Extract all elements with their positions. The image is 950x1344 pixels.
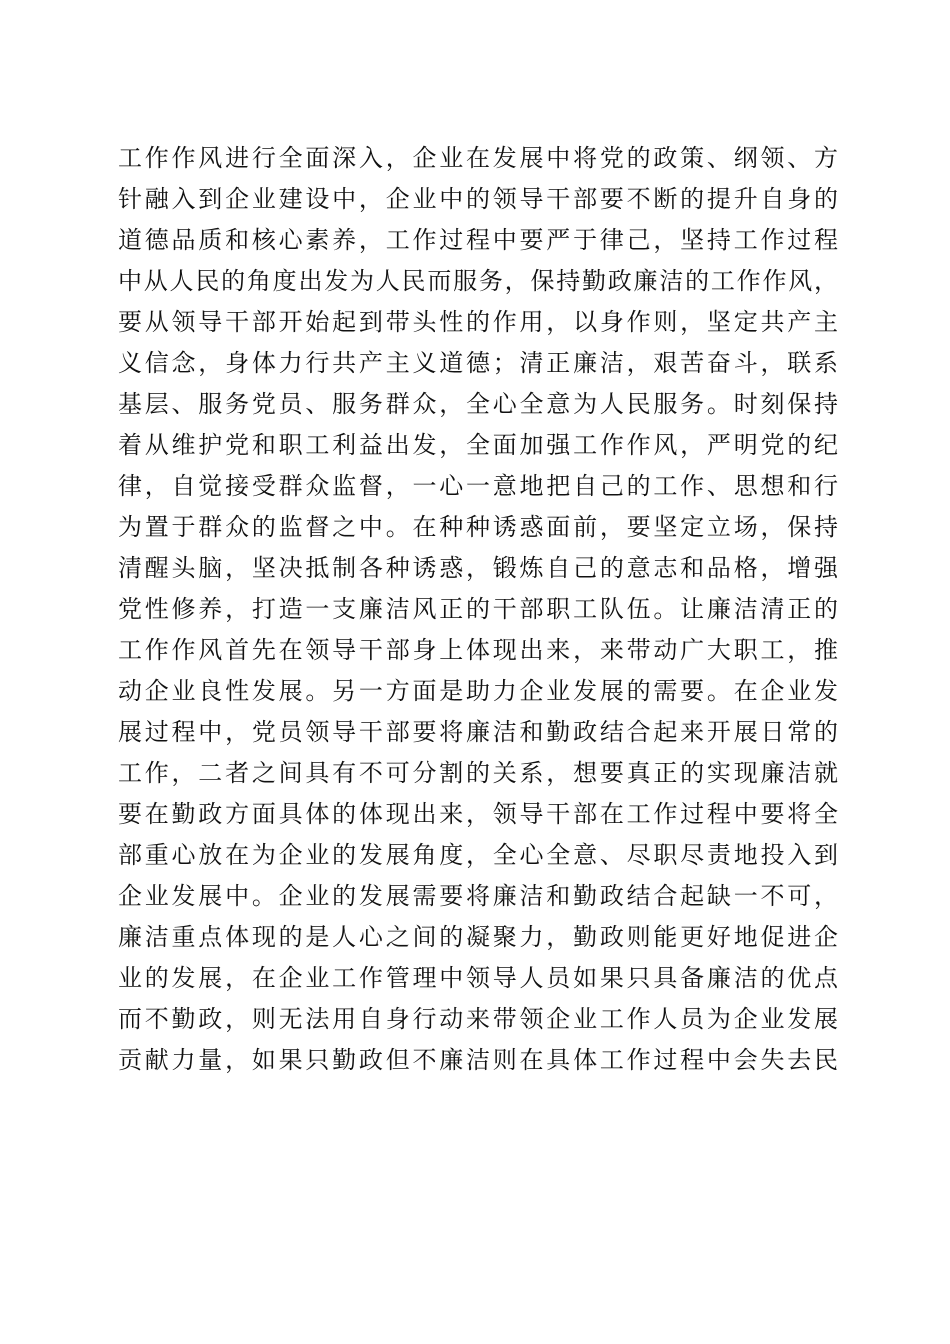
text-line: 业的发展，在企业工作管理中领导人员如果只具备廉洁的优点 bbox=[118, 964, 838, 992]
text-line: 部重心放在为企业的发展角度，全心全意、尽职尽责地投入到 bbox=[118, 841, 838, 869]
body-paragraph bbox=[118, 138, 838, 1081]
text-line: 工作，二者之间具有不可分割的关系，想要真正的实现廉洁就 bbox=[118, 759, 838, 787]
text-line: 道德品质和核心素养，工作过程中要严于律己，坚持工作过程 bbox=[118, 226, 838, 254]
text-line: 而不勤政，则无法用自身行动来带领企业工作人员为企业发展 bbox=[118, 1005, 838, 1033]
text-line: 着从维护党和职工利益出发，全面加强工作作风，严明党的纪 bbox=[118, 431, 838, 459]
text-line: 为置于群众的监督之中。在种种诱惑面前，要坚定立场，保持 bbox=[118, 513, 838, 541]
text-line: 要从领导干部开始起到带头性的作用，以身作则，坚定共产主 bbox=[118, 308, 838, 336]
text-line: 基层、服务党员、服务群众，全心全意为人民服务。时刻保持 bbox=[118, 390, 838, 418]
text-line: 工作作风进行全面深入，企业在发展中将党的政策、纲领、方 bbox=[118, 144, 838, 172]
text-line: 廉洁重点体现的是人心之间的凝聚力，勤政则能更好地促进企 bbox=[118, 923, 838, 951]
text-line: 党性修养，打造一支廉洁风正的干部职工队伍。让廉洁清正的 bbox=[118, 595, 838, 623]
text-line: 企业发展中。企业的发展需要将廉洁和勤政结合起缺一不可， bbox=[118, 882, 838, 910]
text-line: 针融入到企业建设中，企业中的领导干部要不断的提升自身的 bbox=[118, 185, 838, 213]
text-line: 动企业良性发展。另一方面是助力企业发展的需要。在企业发 bbox=[118, 677, 838, 705]
text-line: 义信念，身体力行共产主义道德；清正廉洁，艰苦奋斗，联系 bbox=[118, 349, 838, 377]
text-line: 工作作风首先在领导干部身上体现出来，来带动广大职工，推 bbox=[118, 636, 838, 664]
text-line: 律，自觉接受群众监督，一心一意地把自己的工作、思想和行 bbox=[118, 472, 838, 500]
text-line: 贡献力量，如果只勤政但不廉洁则在具体工作过程中会失去民 bbox=[118, 1046, 838, 1074]
text-line: 要在勤政方面具体的体现出来，领导干部在工作过程中要将全 bbox=[118, 800, 838, 828]
text-line: 清醒头脑，坚决抵制各种诱惑，锻炼自己的意志和品格，增强 bbox=[118, 554, 838, 582]
text-line: 中从人民的角度出发为人民而服务，保持勤政廉洁的工作作风， bbox=[118, 267, 838, 295]
text-line: 展过程中，党员领导干部要将廉洁和勤政结合起来开展日常的 bbox=[118, 718, 838, 746]
